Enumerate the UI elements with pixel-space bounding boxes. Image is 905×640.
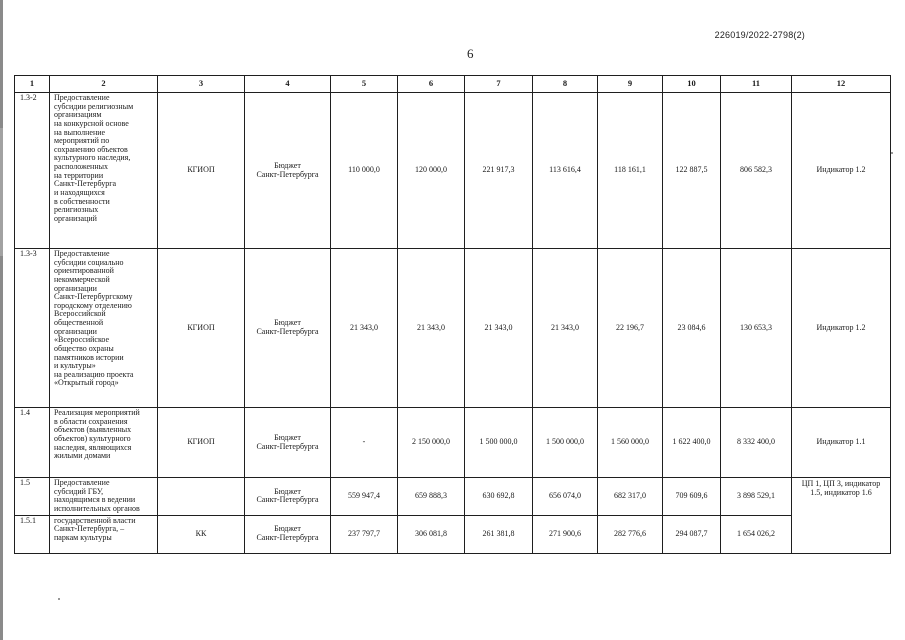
value-cell: 113 616,4 <box>533 93 598 249</box>
value-cell: 120 000,0 <box>398 93 465 249</box>
indicator: Индикатор 1.2 <box>792 93 891 249</box>
value-cell: 122 887,5 <box>663 93 721 249</box>
column-number: 8 <box>533 76 598 93</box>
value-cell: 21 343,0 <box>398 249 465 408</box>
executor <box>158 478 245 516</box>
column-number: 3 <box>158 76 245 93</box>
executor: КГИОП <box>158 93 245 249</box>
column-number: 9 <box>598 76 663 93</box>
value-cell: 221 917,3 <box>465 93 533 249</box>
activity-name: Предоставление субсидии религиозным организациям на конкурсной основе на выполнение мероприятий по сохранению объектов культурного наследия, расположенных на территории Санкт-Петербурга и находящихся в собственности религиозных организаций <box>50 93 158 249</box>
value-cell: 630 692,8 <box>465 478 533 516</box>
table-row <box>15 93 891 249</box>
funding-source: Бюджет Санкт-Петербурга <box>245 478 331 516</box>
table-row <box>15 515 891 553</box>
budget-table <box>14 75 891 554</box>
column-number-row <box>15 76 891 93</box>
table-row <box>15 408 891 478</box>
executor: КК <box>158 515 245 553</box>
value-cell: 1 560 000,0 <box>598 408 663 478</box>
page-number: 6 <box>467 46 474 61</box>
value-cell: 656 074,0 <box>533 478 598 516</box>
activity-name: Реализация мероприятий в области сохранения объектов (выявленных объектов) культурного наследия, являющихся жилыми домами <box>50 408 158 478</box>
document-registration-number: 226019/2022-2798(2) <box>714 30 805 40</box>
row-code: 1.3-3 <box>15 249 50 408</box>
value-cell: - <box>331 408 398 478</box>
scan-left-edge <box>0 0 3 640</box>
activity-name: Предоставление субсидий ГБУ, находящимся в ведении исполнительных органов <box>50 478 158 516</box>
value-cell: 237 797,7 <box>331 515 398 553</box>
total-cell: 3 898 529,1 <box>721 478 792 516</box>
value-cell: 23 084,6 <box>663 249 721 408</box>
column-number: 10 <box>663 76 721 93</box>
funding-source: Бюджет Санкт-Петербурга <box>245 515 331 553</box>
value-cell: 306 081,8 <box>398 515 465 553</box>
column-number: 2 <box>50 76 158 93</box>
row-code: 1.4 <box>15 408 50 478</box>
value-cell: 261 381,8 <box>465 515 533 553</box>
activity-name: государственной власти Санкт-Петербурга, – паркам культуры <box>50 515 158 553</box>
total-cell: 806 582,3 <box>721 93 792 249</box>
column-number: 1 <box>15 76 50 93</box>
indicator: Индикатор 1.1 <box>792 408 891 478</box>
value-cell: 1 500 000,0 <box>465 408 533 478</box>
value-cell: 118 161,1 <box>598 93 663 249</box>
row-code: 1.5.1 <box>15 515 50 553</box>
executor: КГИОП <box>158 408 245 478</box>
value-cell: 21 343,0 <box>533 249 598 408</box>
value-cell: 110 000,0 <box>331 93 398 249</box>
total-cell: 130 653,3 <box>721 249 792 408</box>
value-cell: 21 343,0 <box>465 249 533 408</box>
indicator: ЦП 1, ЦП 3, индикатор 1.5, индикатор 1.6 <box>792 478 891 554</box>
table-row <box>15 249 891 408</box>
scan-speck <box>891 152 893 154</box>
total-cell: 8 332 400,0 <box>721 408 792 478</box>
funding-source: Бюджет Санкт-Петербурга <box>245 408 331 478</box>
value-cell: 21 343,0 <box>331 249 398 408</box>
column-number: 6 <box>398 76 465 93</box>
value-cell: 709 609,6 <box>663 478 721 516</box>
column-number: 4 <box>245 76 331 93</box>
funding-source: Бюджет Санкт-Петербурга <box>245 249 331 408</box>
row-code: 1.3-2 <box>15 93 50 249</box>
value-cell: 282 776,6 <box>598 515 663 553</box>
total-cell: 1 654 026,2 <box>721 515 792 553</box>
table-row <box>15 478 891 516</box>
value-cell: 22 196,7 <box>598 249 663 408</box>
executor: КГИОП <box>158 249 245 408</box>
indicator: Индикатор 1.2 <box>792 249 891 408</box>
row-code: 1.5 <box>15 478 50 516</box>
value-cell: 682 317,0 <box>598 478 663 516</box>
value-cell: 271 900,6 <box>533 515 598 553</box>
value-cell: 1 622 400,0 <box>663 408 721 478</box>
value-cell: 559 947,4 <box>331 478 398 516</box>
value-cell: 294 087,7 <box>663 515 721 553</box>
column-number: 7 <box>465 76 533 93</box>
column-number: 5 <box>331 76 398 93</box>
funding-source: Бюджет Санкт-Петербурга <box>245 93 331 249</box>
value-cell: 1 500 000,0 <box>533 408 598 478</box>
value-cell: 2 150 000,0 <box>398 408 465 478</box>
activity-name: Предоставление субсидии социально ориентированной некоммерческой организации Санкт-Петербургскому городскому отделению Всероссийской общественной организации «Всероссийское общество охраны памятников истории и культуры» на реализацию проекта «Открытый город» <box>50 249 158 408</box>
value-cell: 659 888,3 <box>398 478 465 516</box>
scan-speck <box>58 598 60 600</box>
column-number: 12 <box>792 76 891 93</box>
column-number: 11 <box>721 76 792 93</box>
